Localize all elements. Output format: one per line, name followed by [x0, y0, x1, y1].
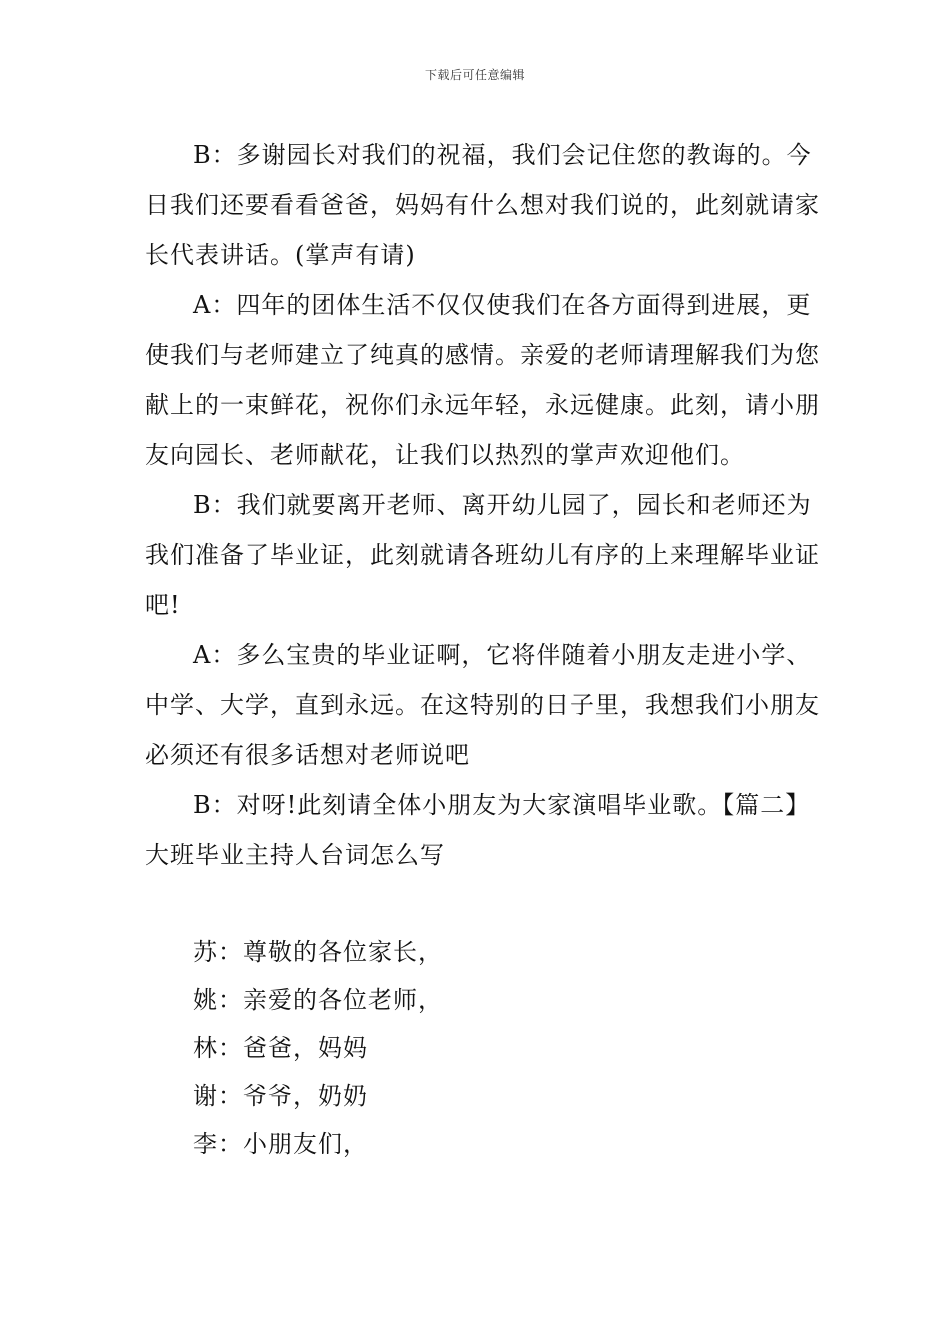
- page-header: 下载后可任意编辑: [424, 68, 525, 82]
- dialog-line: 林：爸爸，妈妈: [193, 1034, 368, 1062]
- paragraph: A：四年的团体生活不仅仅使我们在各方面得到进展，更使我们与老师建立了纯真的感情。亲爱的老师请理解我们为您献上的一束鲜花，祝你们永远年轻，永远健康。此刻，请小朋友向园长、老师献花，让我们以热烈的掌声欢迎他们。: [145, 291, 820, 469]
- dialog-line: 姚：亲爱的各位老师，: [193, 986, 443, 1014]
- document-body: [145, 130, 835, 1168]
- dialog-line: 李：小朋友们，: [193, 1130, 368, 1158]
- paragraph: B：我们就要离开老师、离开幼儿园了，园长和老师还为我们准备了毕业证，此刻就请各班幼儿有序的上来理解毕业证吧!: [145, 491, 820, 619]
- section-gap: [145, 880, 835, 928]
- paragraph: B：对呀!此刻请全体小朋友为大家演唱毕业歌。【篇二】大班毕业主持人台词怎么写: [145, 791, 811, 869]
- dialog-line: 苏：尊敬的各位家长，: [193, 938, 443, 966]
- dialog-line: 谢：爷爷，奶奶: [193, 1082, 368, 1110]
- paragraph: A：多么宝贵的毕业证啊，它将伴随着小朋友走进小学、中学、大学，直到永远。在这特别的日子里，我想我们小朋友必须还有很多话想对老师说吧: [145, 641, 820, 769]
- paragraph: B：多谢园长对我们的祝福，我们会记住您的教诲的。今日我们还要看看爸爸，妈妈有什么想对我们说的，此刻就请家长代表讲话。(掌声有请): [145, 141, 820, 269]
